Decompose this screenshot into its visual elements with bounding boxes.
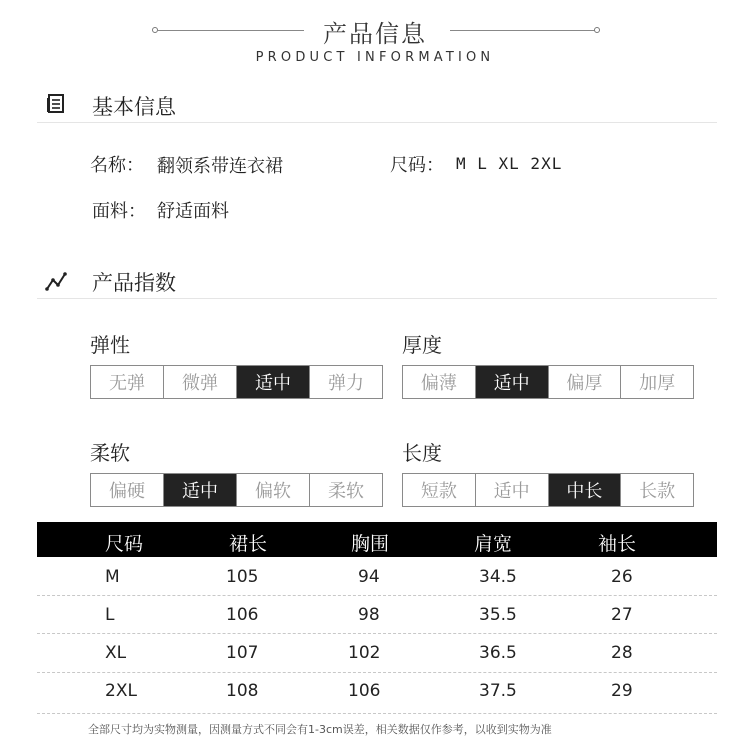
basic-info-title: 基本信息 (92, 95, 176, 119)
table-cell: 98 (358, 605, 380, 625)
table-cell: L (105, 605, 115, 625)
basic-info-divider (37, 122, 717, 123)
table-cell: 28 (611, 643, 633, 663)
softness-option: 适中 (164, 474, 237, 506)
header-sleeve: 袖长 (598, 533, 637, 555)
trend-chart-icon (45, 270, 67, 292)
table-cell: 26 (611, 567, 633, 587)
title-right-dot (594, 27, 600, 33)
length-label: 长度 (402, 441, 442, 465)
table-cell: 107 (226, 643, 259, 663)
fabric-value: 舒适面料 (157, 201, 229, 222)
elasticity-option: 微弹 (164, 366, 237, 398)
table-cell: 37.5 (479, 681, 517, 701)
table-cell: 34.5 (479, 567, 517, 587)
thickness-option: 偏薄 (403, 366, 476, 398)
elasticity-option: 适中 (237, 366, 310, 398)
header-bust: 胸围 (351, 533, 390, 555)
row-divider (37, 672, 717, 673)
thickness-option: 加厚 (639, 373, 676, 394)
header-size: 尺码 (105, 533, 144, 555)
elasticity-option: 弹力 (328, 373, 364, 394)
table-cell: 36.5 (479, 643, 517, 663)
table-cell: 35.5 (479, 605, 517, 625)
title-right-line (450, 30, 596, 31)
table-cell: M (105, 567, 120, 587)
length-option: 长款 (639, 481, 676, 502)
length-option: 适中 (476, 474, 549, 506)
table-cell: 105 (226, 567, 259, 587)
name-value: 翻领系带连衣裙 (157, 156, 283, 177)
length-scale (402, 473, 694, 507)
header-shoulder: 肩宽 (474, 533, 513, 555)
name-label: 名称： (90, 155, 144, 176)
title-left-dot (152, 27, 158, 33)
measurement-note: 全部尺寸均为实物测量，因测量方式不同会有1-3cm误差，相关数据仅作参考，以收到实物为准 (88, 723, 552, 736)
elasticity-scale (90, 365, 383, 399)
table-cell: 102 (348, 643, 381, 663)
size-label: 尺码： (390, 155, 444, 176)
page-subtitle: PRODUCT INFORMATION (255, 50, 495, 65)
softness-scale (90, 473, 383, 507)
length-option: 中长 (549, 474, 622, 506)
table-cell: 94 (358, 567, 380, 587)
page-title: 产品信息 (323, 20, 427, 48)
softness-label: 柔软 (90, 441, 130, 465)
length-option: 短款 (403, 474, 476, 506)
product-index-title: 产品指数 (92, 271, 176, 295)
row-divider (37, 595, 717, 596)
softness-option: 偏软 (237, 474, 310, 506)
table-cell: 29 (611, 681, 633, 701)
title-left-line (158, 30, 304, 31)
elasticity-label: 弹性 (90, 333, 130, 357)
table-cell: 106 (348, 681, 381, 701)
row-divider (37, 633, 717, 634)
fabric-label: 面料： (92, 201, 146, 222)
row-divider (37, 713, 717, 714)
table-cell: XL (105, 643, 127, 663)
document-icon (45, 93, 67, 115)
softness-option: 柔软 (328, 481, 364, 502)
table-cell: 27 (611, 605, 633, 625)
table-cell: 2XL (105, 681, 137, 701)
thickness-scale (402, 365, 694, 399)
size-value: M L XL 2XL (456, 154, 563, 173)
thickness-option: 适中 (476, 366, 549, 398)
elasticity-option: 无弹 (91, 366, 164, 398)
table-cell: 106 (226, 605, 259, 625)
table-cell: 108 (226, 681, 259, 701)
header-skirt-length: 裙长 (229, 533, 268, 555)
thickness-option: 偏厚 (549, 366, 622, 398)
softness-option: 偏硬 (91, 474, 164, 506)
thickness-label: 厚度 (402, 333, 442, 357)
product-index-divider (37, 298, 717, 299)
